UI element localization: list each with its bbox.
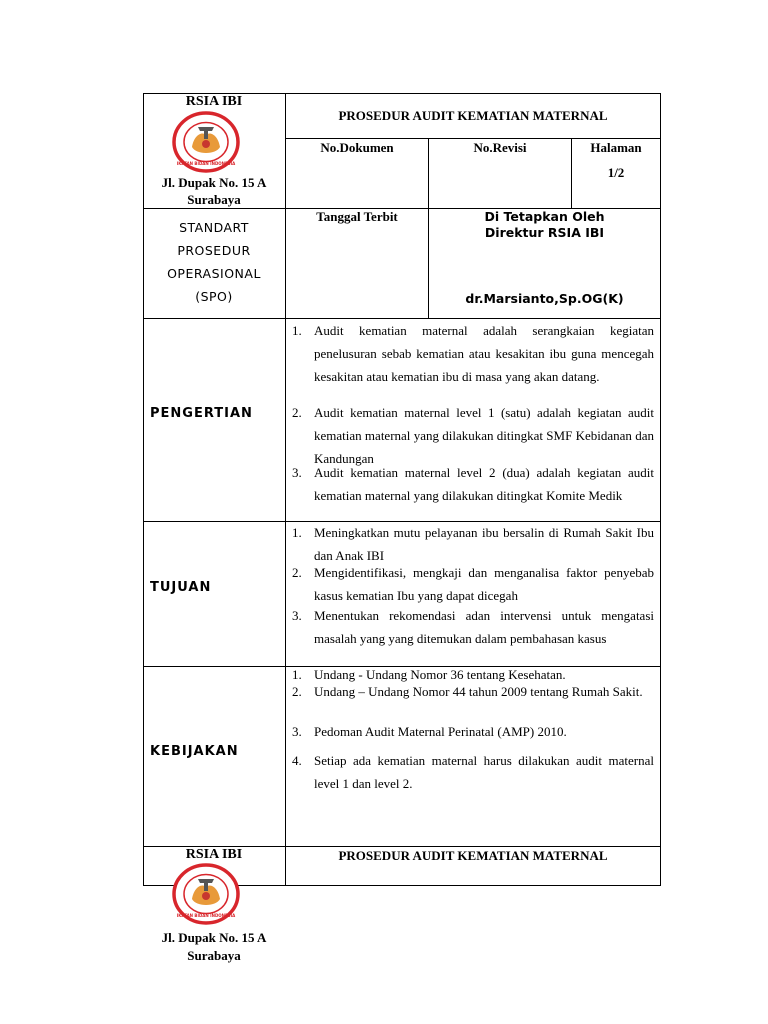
ditetapkan-line-2: Direktur RSIA IBI	[484, 225, 605, 240]
list-number: 2.	[292, 684, 302, 699]
list-item	[288, 461, 654, 507]
list-text: Setiap ada kematian maternal harus dilakukan audit maternal level 1 dan level 2.	[314, 753, 654, 791]
list-text: Undang – Undang Nomor 44 tahun 2009 tentang Rumah Sakit.	[314, 684, 643, 699]
spo-line-1: STANDART	[179, 220, 249, 235]
list-number: 3.	[292, 608, 302, 623]
org-name: RSIA IBI	[185, 94, 243, 109]
list-text: Meningkatkan mutu pelayanan ibu bersalin di Rumah Sakit Ibu dan Anak IBI	[314, 525, 654, 563]
list-item	[288, 521, 654, 561]
spo-line-2: PROSEDUR	[177, 243, 251, 258]
list-item	[288, 319, 654, 401]
tujuan-list	[288, 521, 654, 650]
list-text: Menentukan rekomendasi adan intervensi untuk mengatasi masalah yang yang ditemukan dalam pembahasan kasus	[314, 608, 654, 646]
tanggal-terbit-label: Tanggal Terbit	[316, 209, 398, 224]
logo-text: IKATAN BIDAN INDONESIA	[176, 161, 236, 166]
list-item	[288, 724, 654, 749]
list-text: Mengidentifikasi, mengkaji dan menganalisa faktor penyebab kasus kematian Ibu yang dapat dicegah	[314, 565, 654, 603]
no-dokumen-label: No.Dokumen	[320, 140, 394, 155]
list-text: Audit kematian maternal adalah serangkaian kegiatan penelusuran sebab kematian atau kesakitan ibu guna mencegah kesakitan atau kematian ibu di masa yang akan datang.	[314, 323, 654, 384]
table-line	[285, 93, 286, 847]
org-name: RSIA IBI	[185, 847, 243, 862]
list-item	[288, 682, 654, 724]
no-revisi-label: No.Revisi	[473, 140, 527, 155]
kebijakan-list	[288, 667, 654, 795]
address-line-1: Jl. Dupak No. 15 A	[161, 930, 267, 945]
list-number: 4.	[292, 753, 302, 768]
ditetapkan-line-1: Di Tetapkan Oleh	[484, 209, 605, 224]
list-text: Pedoman Audit Maternal Perinatal (AMP) 2010.	[314, 724, 567, 739]
ibi-logo	[172, 111, 240, 178]
list-number: 2.	[292, 405, 302, 420]
halaman-label: Halaman	[590, 140, 642, 155]
list-text: Undang - Undang Nomor 36 tentang Kesehatan.	[314, 667, 566, 682]
document-title: PROSEDUR AUDIT KEMATIAN MATERNAL	[338, 848, 608, 863]
document-title: PROSEDUR AUDIT KEMATIAN MATERNAL	[338, 108, 608, 123]
ibi-logo-image	[172, 863, 240, 925]
ibi-logo	[172, 863, 240, 930]
list-number: 3.	[292, 465, 302, 480]
list-text: Audit kematian maternal level 1 (satu) adalah kegiatan audit kematian maternal yang dilakukan ditingkat SMF Kebidanan dan Kandungan	[314, 405, 654, 466]
table-border-right	[660, 93, 661, 847]
halaman-value: 1/2	[607, 165, 625, 180]
list-item	[288, 667, 654, 682]
tujuan-label: TUJUAN	[150, 580, 212, 595]
address-line-2: Surabaya	[187, 192, 241, 207]
pengertian-label: PENGERTIAN	[150, 406, 253, 421]
address-line-2: Surabaya	[187, 948, 241, 963]
list-number: 1.	[292, 323, 302, 338]
table-line	[660, 846, 661, 886]
logo-text: IKATAN BIDAN INDONESIA	[176, 913, 236, 918]
ibi-logo-image	[172, 111, 240, 173]
table-line	[286, 138, 661, 139]
list-item	[288, 604, 654, 650]
list-item	[288, 401, 654, 466]
list-item	[288, 749, 654, 795]
kebijakan-label: KEBIJAKAN	[150, 744, 239, 759]
list-text: Audit kematian maternal level 2 (dua) adalah kegiatan audit kematian maternal yang dilakukan ditingkat Komite Medik	[314, 465, 654, 503]
list-number: 3.	[292, 724, 302, 739]
address-line-1: Jl. Dupak No. 15 A	[161, 175, 267, 190]
list-item	[288, 561, 654, 603]
list-number: 1.	[292, 667, 302, 682]
pengertian-list	[288, 319, 654, 507]
signatory-name: dr.Marsianto,Sp.OG(K)	[465, 291, 624, 306]
spo-line-4: (SPO)	[195, 289, 233, 304]
list-number: 1.	[292, 525, 302, 540]
spo-line-3: OPERASIONAL	[167, 266, 261, 281]
list-number: 2.	[292, 565, 302, 580]
